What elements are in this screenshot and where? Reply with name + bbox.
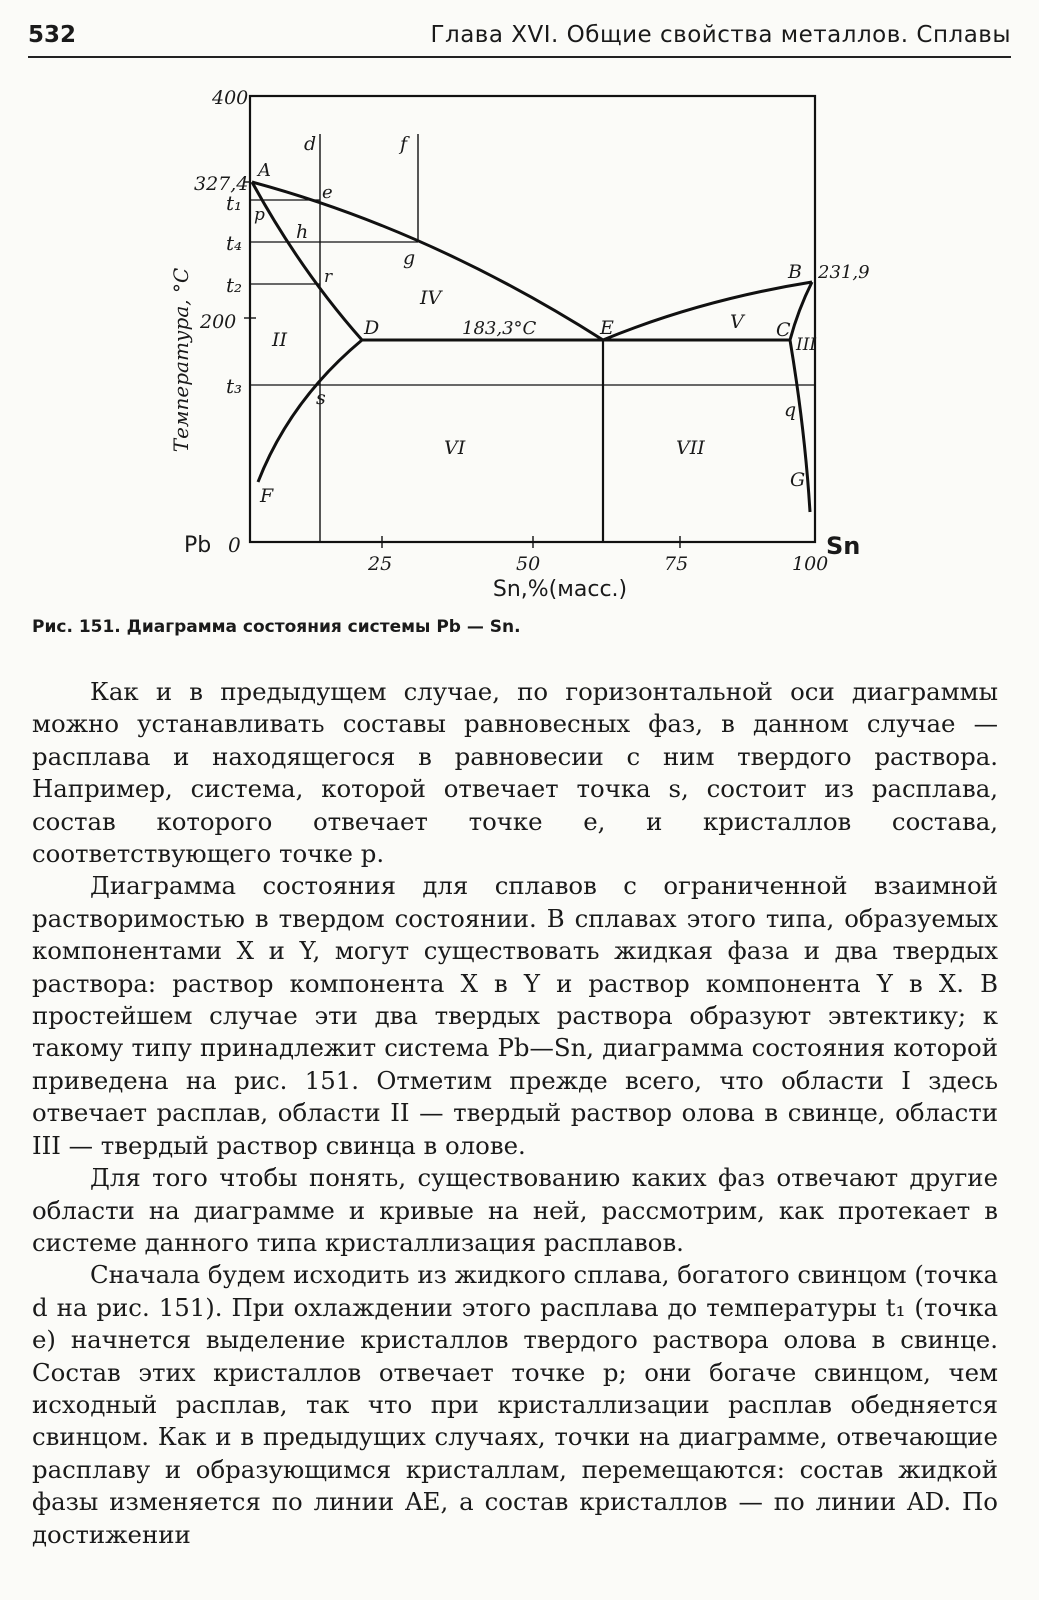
page-number: 532 (28, 22, 77, 48)
point-h: h (296, 221, 309, 243)
region-II: II (272, 329, 288, 351)
phase-diagram-figure (0, 70, 1039, 610)
paragraph: Как и в предыдущем случае, по горизонтальной оси диаграммы можно устанавливать составы равновесных фаз, в данном случае — расплава и находящегося в равновесии с ним твердого раствора. Например, система, которой отвечает точка s, состоит из расплава, состав которого отвечает точке e, и кристаллов состава, соответствующего точке p. (32, 677, 998, 869)
y-tick-327: 327,4 (194, 173, 249, 195)
point-p: p (254, 205, 265, 225)
liquidus-AE (252, 182, 603, 340)
solidus-AD (252, 182, 362, 340)
temp-sn-melting: 231,9 (818, 262, 870, 283)
solvus-DF (258, 340, 362, 482)
paragraph: Сначала будем исходить из жидкого сплава, богатого свинцом (точка d на рис. 151). При охлаждении этого расплава до температуры t₁ (точка e) начнется выделение кристаллов твердого раствора олова в свинце. Состав этих кристаллов отвечает точке p; они богаче свинцом, чем исходный расплав, так что при кристаллизации расплав обедняется свинцом. Как и в предыдущих случаях, точки на диаграмме, отвечающие расплаву и образующимся кристаллам, перемещаются: состав жидкой фазы изменяется по линии AE, а состав кристаллов — по линии AD. По достижении (32, 1260, 998, 1549)
running-head: Глава XVI. Общие свойства металлов. Сплавы (430, 22, 1011, 48)
region-IV: IV (420, 287, 442, 309)
y-tick-t4: t₄ (226, 231, 243, 255)
region-VI: VI (444, 437, 466, 459)
y-tick-t3: t₃ (226, 374, 243, 398)
x-tick-50: 50 (516, 553, 541, 575)
point-C: C (776, 319, 791, 341)
x-tick-25: 25 (368, 553, 393, 575)
y-tick-t1: t₁ (226, 191, 243, 215)
y-axis-label: Температура, °С (169, 267, 193, 453)
body-text (32, 676, 998, 1551)
page-header (28, 20, 1011, 58)
point-s: s (316, 387, 326, 409)
figure-caption: Рис. 151. Диаграмма состояния системы Pb — Sn. (32, 617, 521, 637)
x-axis-label: Sn,%(масс.) (492, 577, 628, 602)
region-III: III (796, 335, 817, 355)
point-F: F (260, 485, 274, 507)
point-r: r (324, 267, 333, 287)
x-tick-75: 75 (664, 553, 689, 575)
y-tick-t2: t₂ (226, 273, 243, 297)
component-pb: Pb (184, 533, 212, 558)
paragraph: Для того чтобы понять, существованию каких фаз отвечают другие области на диаграмме и кривые на ней, рассмотрим, как протекает в системе данного типа кристаллизация расплавов. (32, 1163, 998, 1257)
region-VII: VII (676, 437, 705, 459)
y-tick-200: 200 (200, 311, 237, 333)
point-D: D (364, 317, 380, 339)
point-A: A (258, 160, 271, 181)
point-q: q (784, 399, 797, 421)
point-E: E (600, 317, 614, 339)
point-d: d (304, 133, 317, 155)
y-tick-0: 0 (228, 533, 241, 557)
phase-diagram (0, 70, 1039, 610)
point-G: G (790, 469, 806, 491)
point-e: e (322, 182, 333, 203)
x-tick-100: 100 (792, 553, 829, 575)
point-g: g (403, 247, 416, 269)
region-V: V (730, 311, 744, 333)
point-f: f (400, 133, 408, 155)
y-tick-400: 400 (212, 87, 249, 109)
paragraph: Диаграмма состояния для сплавов с ограниченной взаимной растворимостью в твердом состоянии. В сплавах этого типа, образуемых компонентами X и Y, могут существовать жидкая фаза и два твердых раствора: раствор компонента X в Y и раствор компонента Y в X. В простейшем случае эти два твердых раствора образуют эвтектику; к такому типу принадлежит система Pb—Sn, диаграмма состояния которой приведена на рис. 151. Отметим прежде всего, что области I здесь отвечает расплав, области II — твердый раствор олова в свинце, области III — твердый раствор свинца в олове. (32, 871, 998, 1160)
component-sn: Sn (826, 532, 861, 560)
point-B: B (788, 261, 802, 283)
solidus-BC (790, 282, 812, 340)
temp-eutectic: 183,3°С (462, 318, 537, 339)
